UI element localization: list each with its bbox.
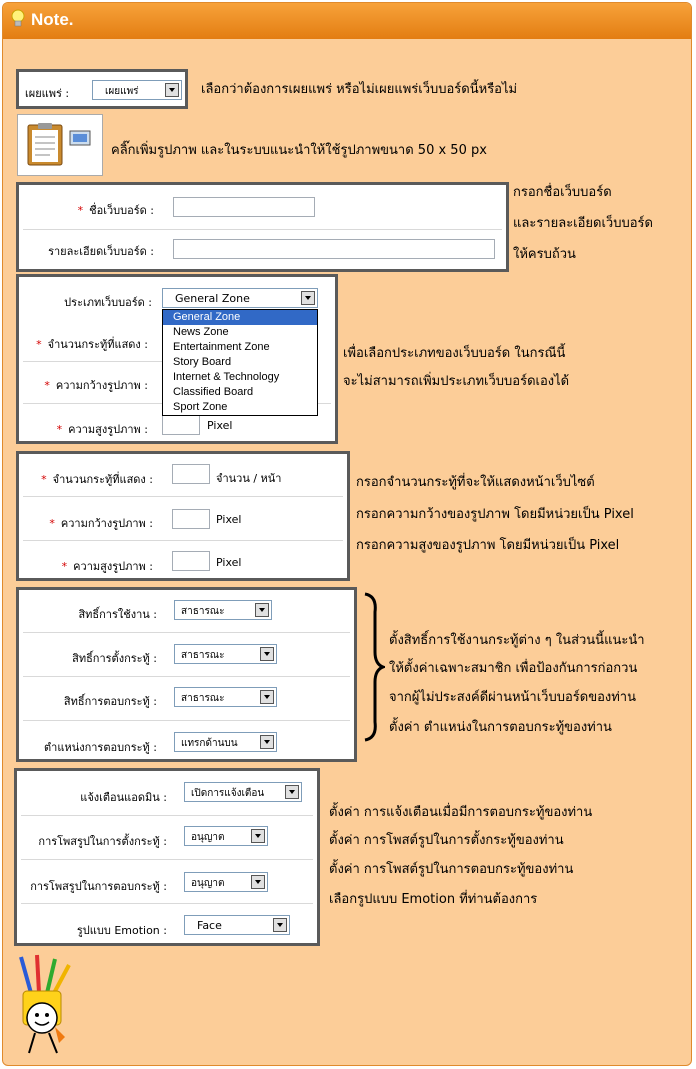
reply-position-select[interactable]: แทรกด้านบน bbox=[174, 732, 277, 752]
type-note-2: จะไม่สามารถเพิ่มประเภทเว็บบอร์ดเองได้ bbox=[343, 374, 570, 389]
admin-alert-label: แจ้งเตือนแอดมิน : bbox=[80, 791, 167, 804]
admin-alert-select[interactable]: เปิดการแจ้งเตือน bbox=[184, 782, 302, 802]
board-note-3: ให้ครบถ้วน bbox=[513, 247, 576, 262]
option-classified-board[interactable]: Classified Board bbox=[173, 386, 254, 398]
type-count-label: * จำนวนกระทู้ที่แสดง : bbox=[36, 338, 148, 351]
display-count-label: * จำนวนกระทู้ที่แสดง : bbox=[41, 473, 153, 486]
rights-box bbox=[16, 587, 357, 762]
chevron-down-icon bbox=[165, 83, 179, 97]
divider bbox=[21, 903, 313, 904]
post-image-reply-label: การโพสรูปในการตอบกระทู้ : bbox=[30, 880, 167, 893]
display-width-input[interactable] bbox=[172, 509, 210, 529]
rights-note-3: จากผู้ไม่ประสงค์ดีผ่านหน้าเว็บบอร์ดของท่าน bbox=[389, 690, 636, 705]
divider bbox=[23, 676, 350, 677]
pencil-cup-mascot-icon bbox=[11, 953, 81, 1063]
publish-label: เผยแพร่ : bbox=[25, 87, 70, 100]
post-image-create-select[interactable]: อนุญาต bbox=[184, 826, 268, 846]
rights-usage-select[interactable]: สาธารณะ bbox=[174, 600, 272, 620]
board-type-select[interactable]: General Zone bbox=[162, 288, 318, 308]
image-note: คลิ๊กเพิ่มรูปภาพ และในระบบแนะนำให้ใช้รูปภาพขนาด 50 x 50 px bbox=[111, 143, 487, 158]
publish-select[interactable]: เผยแพร่ bbox=[92, 80, 182, 100]
board-detail-label: รายละเอียดเว็บบอร์ด : bbox=[48, 245, 154, 258]
option-internet-technology[interactable]: Internet & Technology bbox=[173, 371, 280, 383]
divider bbox=[23, 496, 343, 497]
option-sport-zone[interactable]: Sport Zone bbox=[173, 401, 228, 413]
board-detail-input[interactable] bbox=[173, 239, 495, 259]
pixel-unit: Pixel bbox=[216, 513, 242, 526]
chevron-down-icon bbox=[251, 829, 265, 843]
type-height-input[interactable] bbox=[162, 415, 200, 435]
divider bbox=[23, 632, 350, 633]
rights-note-1: ตั้งสิทธิ์การใช้งานกระทู้ต่าง ๆ ในส่วนนี้แนะนำ bbox=[389, 633, 645, 648]
chevron-down-icon bbox=[251, 875, 265, 889]
display-height-label: * ความสูงรูปภาพ : bbox=[61, 560, 153, 573]
board-type-label: ประเภทเว็บบอร์ด : bbox=[64, 296, 152, 309]
divider bbox=[23, 720, 350, 721]
clipboard-image-icon bbox=[26, 121, 96, 169]
divider bbox=[21, 859, 313, 860]
chevron-down-icon bbox=[260, 647, 274, 661]
board-note-2: และรายละเอียดเว็บบอร์ด bbox=[513, 216, 653, 231]
count-unit: จำนวน / หน้า bbox=[216, 472, 282, 485]
misc-note-3: ตั้งค่า การโพสต์รูปในการตอบกระทู้ของท่าน bbox=[329, 862, 574, 877]
pixel-unit: Pixel bbox=[216, 556, 242, 569]
type-width-label: * ความกว้างรูปภาพ : bbox=[44, 379, 148, 392]
display-box bbox=[16, 451, 350, 581]
divider bbox=[21, 815, 313, 816]
rights-reply-select[interactable]: สาธารณะ bbox=[174, 687, 277, 707]
type-note-1: เพื่อเลือกประเภทของเว็บบอร์ด ในกรณีนี้ bbox=[343, 346, 566, 361]
display-width-label: * ความกว้างรูปภาพ : bbox=[49, 517, 153, 530]
display-count-input[interactable] bbox=[172, 464, 210, 484]
option-news-zone[interactable]: News Zone bbox=[173, 326, 229, 338]
note-panel bbox=[2, 2, 692, 1066]
board-type-box bbox=[16, 274, 338, 444]
emotion-select[interactable]: Face bbox=[184, 915, 290, 935]
reply-position-label: ตำแหน่งการตอบกระทู้ : bbox=[44, 741, 157, 754]
board-info-box bbox=[16, 182, 509, 272]
post-image-create-label: การโพสรูปในการตั้งกระทู้ : bbox=[38, 835, 167, 848]
misc-box bbox=[14, 768, 320, 946]
chevron-down-icon bbox=[260, 735, 274, 749]
board-note-1: กรอกชื่อเว็บบอร์ด bbox=[513, 185, 612, 200]
display-height-input[interactable] bbox=[172, 551, 210, 571]
post-image-reply-select[interactable]: อนุญาต bbox=[184, 872, 268, 892]
divider bbox=[23, 361, 163, 362]
display-note-2: กรอกความกว้างของรูปภาพ โดยมีหน่วยเป็น Pixel bbox=[356, 507, 634, 522]
misc-note-4: เลือกรูปแบบ Emotion ที่ท่านต้องการ bbox=[329, 892, 538, 907]
board-name-input[interactable] bbox=[173, 197, 315, 217]
chevron-down-icon bbox=[301, 291, 315, 305]
divider bbox=[23, 229, 502, 230]
board-type-dropdown-list[interactable] bbox=[162, 309, 318, 416]
option-general-zone[interactable]: General Zone bbox=[163, 310, 317, 325]
rights-create-label: สิทธิ์การตั้งกระทู้ : bbox=[72, 652, 157, 665]
chevron-down-icon bbox=[285, 785, 299, 799]
rights-reply-label: สิทธิ์การตอบกระทู้ : bbox=[63, 695, 157, 708]
rights-note-2: ให้ตั้งค่าเฉพาะสมาชิก เพื่อป้องกันการก่อกวน bbox=[389, 661, 638, 676]
note-title: Note. bbox=[31, 10, 74, 29]
misc-note-2: ตั้งค่า การโพสต์รูปในการตั้งกระทู้ของท่าน bbox=[329, 833, 564, 848]
display-note-3: กรอกความสูงของรูปภาพ โดยมีหน่วยเป็น Pixel bbox=[356, 538, 620, 553]
option-entertainment-zone[interactable]: Entertainment Zone bbox=[173, 341, 270, 353]
chevron-down-icon bbox=[273, 918, 287, 932]
option-story-board[interactable]: Story Board bbox=[173, 356, 232, 368]
lightbulb-icon bbox=[11, 9, 25, 29]
image-upload-button[interactable] bbox=[17, 114, 103, 176]
note-header bbox=[3, 3, 691, 39]
publish-note: เลือกว่าต้องการเผยแพร่ หรือไม่เผยแพร่เว็บบอร์ดนี้หรือไม่ bbox=[201, 82, 518, 97]
emotion-label: รูปแบบ Emotion : bbox=[76, 924, 167, 937]
type-height-label: * ความสูงรูปภาพ : bbox=[56, 423, 148, 436]
curly-brace-icon bbox=[359, 592, 385, 742]
rights-create-select[interactable]: สาธารณะ bbox=[174, 644, 277, 664]
board-name-label: * ชื่อเว็บบอร์ด : bbox=[77, 204, 154, 217]
misc-note-1: ตั้งค่า การแจ้งเตือนเมื่อมีการตอบกระทู้ของท่าน bbox=[329, 805, 593, 820]
pixel-unit: Pixel bbox=[207, 419, 233, 432]
publish-box bbox=[16, 69, 188, 109]
divider bbox=[23, 540, 343, 541]
chevron-down-icon bbox=[255, 603, 269, 617]
display-note-1: กรอกจำนวนกระทู้ที่จะให้แสดงหน้าเว็บไซต์ bbox=[356, 475, 595, 490]
chevron-down-icon bbox=[260, 690, 274, 704]
rights-usage-label: สิทธิ์การใช้งาน : bbox=[78, 608, 157, 621]
rights-note-4: ตั้งค่า ตำแหน่งในการตอบกระทู้ของท่าน bbox=[389, 720, 612, 735]
